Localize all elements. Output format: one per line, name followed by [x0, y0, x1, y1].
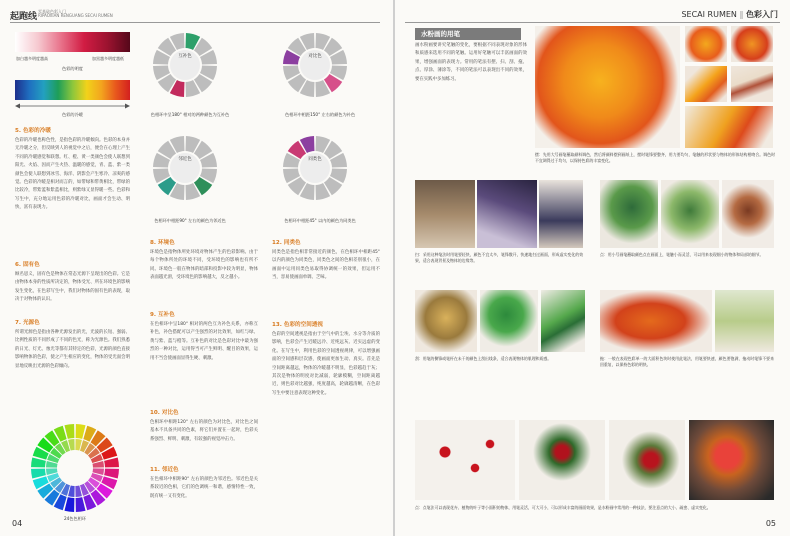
caption-6: 点：点笔法可以表现花卉、植物的叶子等小面积的物体，用笔灵活，可大可小，可以形成丰富的画面效果，是水粉画中常用的一种技法，要注意点的大小、疏密、虚实变化。 [415, 505, 711, 510]
section-text-9: 在色相环中呈180° 相对的两色互为补色关系，亦称互补色，补色搭配可以产生强烈的对比效果，如红与绿、黄与紫、蓝与橙等。互补色的对比是色彩对比中最为强烈的一种对比，运用得当可产生鲜明、醒目的效果，运用不当会使画面显得生硬、刺激。 [150, 322, 258, 361]
photo-scrape-2 [480, 290, 538, 352]
section-text-8: 环境色是指物体所处环境对物体产生的色彩影响。由于每个物体所处的环境不同，受环境色的影响也有所不同。环境色一般在物体的暗部和投影中较为明显，物体表面越光滑，受环境色的影响越大，反之越小。 [150, 250, 258, 281]
right-header-title: SECAI RUMEN [681, 10, 737, 19]
analogous-caption: 色相环中相距45° 以内的颜色为同类色 [284, 218, 356, 223]
right-header-rule [405, 22, 780, 23]
right-page [395, 0, 790, 536]
gradient-label-left: 加白越多明度越高 [16, 56, 48, 61]
section-text-11: 在色相环中相距90° 左右的颜色为邻近色。邻近色是关系较近的色相，它们的色调统一和谐，感情特性一致，既有统一又有变化。 [150, 477, 258, 499]
hue-segment [76, 497, 86, 512]
hue-segment [31, 469, 46, 479]
temperature-arrow [15, 102, 130, 110]
header-divider: ‖ [739, 10, 744, 19]
photo-sweep-1 [415, 180, 475, 248]
wheel-center-label: 同类色 [308, 157, 322, 162]
contrast-wheel [280, 30, 350, 100]
section-heading-8: 8. 环境色 [150, 240, 175, 246]
photo-dot-1 [600, 180, 658, 248]
hue-segment [104, 469, 119, 479]
adjacent-caption: 色相环中相距90° 左右的颜色为邻近色 [154, 218, 226, 223]
hue-segment [64, 497, 74, 512]
section-heading-10: 10. 对比色 [150, 410, 179, 416]
section-heading-12: 12. 同类色 [272, 240, 301, 246]
photo-flower-2 [609, 420, 685, 500]
photo-paint-detail-3 [685, 66, 727, 102]
left-header-sub [38, 10, 113, 18]
right-page-number: 05 [765, 519, 776, 528]
section-text-13: 色彩的空间透视是指由于空气中的尘埃、水分等介质的影响，色彩会产生近暖远冷、近纯远灰、近实远虚的变化。在写生中，利用色彩的空间透视规律，可以增强画面的空间感和层次感，使画面更加生动、真实。首先是空间距离越远，物体的冷暖越不明显，色彩越趋于灰；其次是物体的明度对比减弱，轮廓模糊，空间距离越近，则色彩对比越强，纯度越高，轮廓越清晰，在色彩写生中要注意表现这种变化。 [272, 332, 380, 396]
section-heading-7: 7. 光源色 [15, 320, 40, 326]
photo-flower [519, 420, 605, 500]
hue-caption: 色彩的冷暖 [62, 112, 83, 117]
right-header [681, 9, 778, 20]
hue-segment [76, 424, 86, 439]
analogous-wheel [280, 133, 350, 203]
wheel24-caption: 24色色相环 [63, 516, 87, 521]
photo-paint-detail-1 [685, 26, 727, 62]
photo-sweep-2 [477, 180, 537, 248]
photo-brush-detail [731, 66, 773, 102]
photo-sweep-3 [539, 180, 583, 248]
right-header-title-cn: 色彩入门 [746, 10, 778, 19]
photo-orange-paint [535, 26, 680, 148]
caption-5: 拖：一般在表现色彩单一的大面积色块时使用此笔法，用笔要快速，颜色要饱满，拖动时笔锋不要来回重复，以保持色彩的明快。 [600, 356, 774, 367]
gradient-caption: 色彩的明度 [62, 66, 83, 71]
section-heading-13: 13. 色彩的空间透视 [272, 322, 324, 328]
wheel-center-label: 对比色 [308, 54, 322, 59]
caption-1: 摆：先用大号画笔蘸取颜料调色，然后将颜料摆到画纸上，摆时笔锋要整齐，用力要均匀，笔触的形状要与物体的形体结构相吻合。调色时不宜调得过于均匀，以保持色彩的丰富变化。 [535, 152, 775, 163]
caption-4: 刮：用笔的侧锋或笔杆在未干的颜色上刮出线条，适合表现物体的肌理和质感。 [415, 356, 552, 361]
photo-red-dots [415, 420, 515, 500]
left-header-sub-1: 零基础色彩入门 [38, 9, 66, 14]
left-page-number: 04 [12, 519, 23, 528]
photo-drag-1 [600, 290, 712, 352]
wheel-center-label: 互补色 [178, 54, 192, 59]
intro-text: 画水粉画要讲究笔触的变化，要根据不同表现对象的形体和质感来选用不同的笔触。运用好笔触可以丰富画面的效果，增强画面的表现力。常用的笔法有摆、扫、刮、拖、点、厚涂、薄涂等，不同的笔法可以表现出不同的效果，要在实践中多加练习。 [415, 43, 527, 82]
caption-3: 点：用小号画笔蘸取颜色点在画面上，笔触小而灵活，可以用来表现细小的物体和局部的细节。 [600, 252, 764, 257]
left-header-rule [10, 22, 380, 23]
photo-dot-2 [661, 180, 719, 248]
section-text-6: 顾名思义，固有色是物体在常态光源下呈现出的色彩。它是由物体本身的性质所决定的，物体受光、所在环境色的影响发生变化，在色彩写生中，我们对物体的固有色的表现，取决于对物体的认识。 [15, 272, 130, 303]
left-header-title: 起跑线 [10, 12, 38, 22]
photo-paint-detail-2 [731, 26, 773, 62]
hue-segment [104, 457, 119, 467]
section-text-10: 色相环中相距120° 左右的颜色为对比色，对比色之间基本不具备共同的色素，将它们并置在一起时，色彩关系强烈、鲜明、刺激，有较强的视觉冲击力。 [150, 420, 258, 442]
adjacent-wheel [150, 133, 220, 203]
hue-wheel-24 [30, 423, 120, 513]
caption-2: 扫：采用这种笔法时用笔要轻快，颜色不宜太多，笔锋散开，快速地扫过画面，形成虚实变化的效果，适合表现背景及物体的边缘等。 [415, 252, 583, 263]
photo-scrape-1 [415, 290, 477, 352]
section-text-7: 所谓光源色是指由各种光源发出的光，光波的长短、强弱、比例性质的不同形成了不同的色光，称为光源色。我们熟悉的日光、灯光、烛光等都有其特定的色彩，光源的颜色直接影响物体的色彩，使之产生相应的变化，物体的受光面会明显地反映出光源的色彩倾向。 [15, 330, 130, 369]
section-heading-11: 11. 邻近色 [150, 467, 179, 473]
section-heading-6: 6. 固有色 [15, 262, 40, 268]
photo-dot-3 [722, 180, 774, 248]
left-page [0, 0, 393, 536]
photo-drag-2 [715, 290, 774, 352]
section-heading-9: 9. 互补色 [150, 312, 175, 318]
section-banner: 水粉画的用笔 [415, 28, 521, 40]
section-text-5: 色彩的冷暖也称色性，是指色彩的冷暖倾向。色彩的本身并无冷暖之分，但反映到人的视觉中之后，便会在心理上产生不同的冷暖感觉和联想。红、橙、黄一类颜色会使人联想到阳光、火焰、因而产生火热、温暖的感觉，青、蓝、紫一类颜色会使人联想到冰雪、海洋、阴影会产生寒冷、凉爽的感觉。色彩的冷暖是相对而言的，如带绿和带黄相比，带绿的比较冷，带紫蓝和紫蓝相比，则紫绿又显得暖一些。色彩和写生中，充分地运用色彩的冷暖对比，画面才会生动、明快，富有表现力。 [15, 138, 130, 211]
photo-still-life [689, 420, 774, 500]
hue-segment [31, 457, 46, 467]
hue-segment [64, 424, 74, 439]
complementary-caption: 色相环中呈180° 相对的两种颜色为互补色 [150, 112, 230, 117]
value-gradient-strip [15, 32, 130, 52]
wheel24-center [59, 452, 91, 484]
hue-gradient-strip [15, 80, 130, 100]
section-heading-5: 5. 色彩的冷暖 [15, 128, 51, 134]
photo-scrape-3 [541, 290, 585, 352]
left-header-sub-2: RIPAOXIAN RENGUANG SECAI RUMEN [38, 13, 113, 18]
photo-brush-stroke [685, 106, 773, 148]
section-text-12: 同类色是指色相非常接近的颜色，在色相环中相距45° 以内的颜色为同类色，同类色之间的色相差别很小，在画面中运用同类色易取得协调统一的效果，但运用不当，容易使画面单调、乏味。 [272, 250, 380, 281]
wheel-center-label: 邻近色 [178, 157, 192, 162]
gradient-label-right: 加黑越多明度越低 [92, 56, 124, 61]
contrast-caption: 色相环中相距150° 左右的颜色为补色 [284, 112, 356, 117]
complementary-wheel [150, 30, 220, 100]
